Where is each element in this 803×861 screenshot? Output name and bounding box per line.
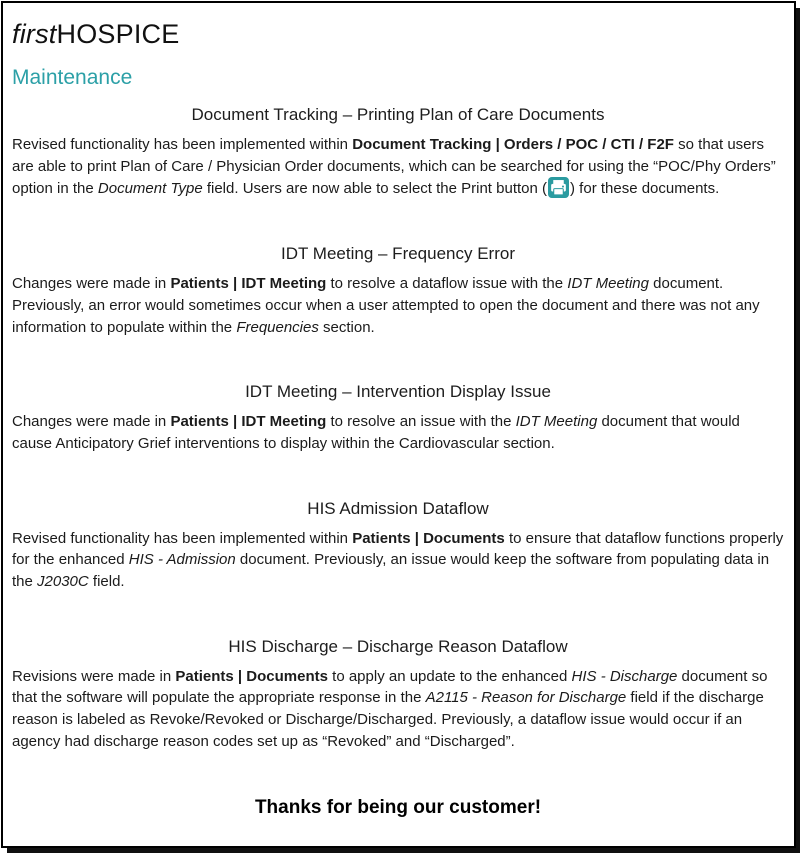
text-run-italic: A2115 - Reason for Discharge (425, 689, 627, 707)
text-run-italic: Frequencies (236, 318, 319, 336)
text-run: to resolve a dataflow issue with the (326, 275, 568, 293)
text-run: field. (88, 573, 125, 591)
text-run-bold: Patients | IDT Meeting (170, 275, 327, 293)
text-run-italic: IDT Meeting (567, 275, 649, 293)
section-heading-his-discharge-dataflow: HIS Discharge – Discharge Reason Dataflow (228, 636, 568, 656)
text-run-italic: HIS - Discharge (571, 667, 678, 685)
text-run-bold: Document Tracking | Orders / POC / CTI / F2F (352, 136, 674, 153)
release-notes-page (1, 1, 796, 848)
text-run: document. Previously, an issue would keep the software from populating data in the (12, 551, 770, 591)
text-run: section. (318, 318, 375, 336)
text-run-bold: Patients | Documents (175, 667, 328, 685)
text-run-italic: IDT Meeting (515, 413, 598, 431)
text-run: to apply an update to the enhanced (327, 667, 572, 685)
section-document-tracking (12, 105, 784, 200)
text-run: to resolve an issue with the (326, 413, 516, 431)
text-run: ) for these documents. (570, 180, 720, 198)
text-run: field. Users are now able to select the Print button ( (202, 180, 548, 198)
text-run: to ensure that dataflow functions properly for the enhanced (12, 529, 784, 569)
section-his-admission-dataflow (12, 499, 784, 593)
section-heading-idt-frequency-error: IDT Meeting – Frequency Error (281, 244, 515, 264)
section-heading-document-tracking: Document Tracking – Printing Plan of Care Documents (191, 105, 605, 124)
section-body-his-admission-dataflow (12, 528, 784, 593)
text-run: Revisions were made in (12, 667, 176, 685)
text-run: so that users are able to print Plan of Care / Physician Order documents, which can be searched for using the “POC/Phy Orders” option in the (12, 136, 776, 198)
section-body-idt-frequency-error (12, 273, 784, 338)
section-body-his-discharge-dataflow (12, 666, 784, 753)
text-run: document that would cause Anticipatory Grief interventions to display within the Cardiovascular section. (12, 413, 740, 452)
print-icon (548, 177, 569, 198)
text-run-italic: Document Type (97, 180, 203, 198)
brand-logo-regular-part: HOSPICE (56, 19, 180, 49)
text-run-bold: Patients | IDT Meeting (170, 413, 327, 431)
text-run-italic: J2030C (37, 573, 89, 591)
text-run: Revised functionality has been implemented within (12, 136, 353, 153)
text-run: Revised functionality has been implemented within (12, 529, 353, 547)
section-his-discharge-dataflow (12, 637, 784, 753)
text-run: Changes were made in (12, 275, 171, 293)
section-idt-intervention-display (12, 382, 784, 454)
text-run: Changes were made in (12, 413, 171, 431)
text-run: field if the discharge reason is labeled as Revoke/Revoked or Discharge/Discharged. Previously, a dataflow issue would occur if an agency had discharge reason codes set up as “Revoked” and “Discharged”. (12, 689, 764, 750)
text-run-bold: Patients | Documents (352, 529, 505, 547)
brand-logo-italic-part: first (12, 19, 57, 49)
section-body-document-tracking (12, 134, 784, 200)
text-run-italic: HIS - Admission (128, 551, 236, 569)
footer-thanks: Thanks for being our customer! (254, 796, 542, 818)
brand-logo (12, 19, 784, 50)
section-heading-idt-intervention-display: IDT Meeting – Intervention Display Issue (245, 382, 551, 402)
text-run: document. Previously, an error would sometimes occur when a user attempted to open the document and there was not any information to populate within the (12, 275, 760, 336)
text-run: document so that the software will populate the appropriate response in the (12, 667, 768, 707)
section-body-idt-intervention-display (12, 411, 784, 454)
section-heading-his-admission-dataflow: HIS Admission Dataflow (307, 498, 489, 518)
section-idt-frequency-error (12, 244, 784, 338)
maintenance-heading: Maintenance (12, 66, 133, 89)
